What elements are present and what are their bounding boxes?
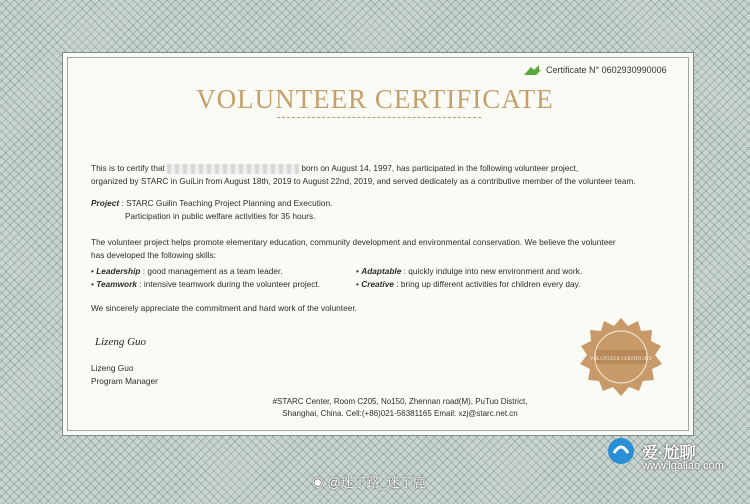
weibo-handle: @迷了路_迷了鹿 [327,475,426,490]
signer-block [91,362,158,388]
project-line-2: Participation in public welfare activities for 35 hours. [125,211,316,221]
address-line-2: Shanghai, China. Cell:(+86)021-56381165 Email: xzj@starc.net.cn [282,409,518,418]
skill-item: • Teamwork : intensive teamwork during the volunteer project. [91,279,321,289]
signer-title: Program Manager [91,376,158,386]
project-line-1: : STARC Guilin Teaching Project Planning and Execution. [121,198,333,208]
handwritten-signature: Lizeng Guo [95,336,147,348]
appreciation-text: We sincerely appreciate the commitment and hard work of the volunteer. [91,303,357,313]
gold-seal-icon [578,316,664,402]
site-watermark [606,436,724,472]
address-footer [240,396,560,420]
skill-item: • Adaptable : quickly indulge into new environment and work. [356,266,583,276]
intro-line-2: organized by STARC in GuiLin from August 18th, 2019 to August 22nd, 2019, and served dedicately as a contributive member of the volunteer team. [91,176,636,186]
title-divider [277,117,481,118]
weibo-icon: ◉ [312,473,324,489]
skill-item: • Leadership : good management as a team leader. [91,266,283,276]
project-label: Project [91,198,120,208]
certificate-number-text: Certificate N° 0602930990006 [546,65,667,75]
brand-logo-icon [606,436,636,466]
body-paragraph [91,236,671,262]
skills-right [356,265,582,291]
certificate-number [522,63,667,77]
arrow-logo-icon [522,63,542,77]
project-section [91,197,591,223]
skills-left [91,265,320,291]
certificate-title: VOLUNTEER CERTIFICATE [196,84,554,114]
weibo-watermark [312,472,426,491]
signer-name: Lizeng Guo [91,363,134,373]
address-line-1: #STARC Center, Room C205, No150, Zhennan road(M), PuTuo District, [272,397,528,406]
skill-item: • Creative : bring up different activities for children every day. [356,279,581,289]
body-line-1: The volunteer project helps promote elementary education, community development and environmental conservation. We believe the volunteer [91,237,616,247]
intro-paragraph [91,162,671,188]
brand-url: www.igaliao.com [642,460,724,472]
body-line-2: has developed the following skills: [91,250,216,260]
brand-name: 爱·尬聊 [642,444,696,462]
redacted-name [167,164,299,174]
intro-line-1: This is to certify that born on August 14, 1997, has participated in the following volunteer project, [91,163,579,173]
seal-text: VOLUNTEER CERTIFICATE [589,357,653,362]
